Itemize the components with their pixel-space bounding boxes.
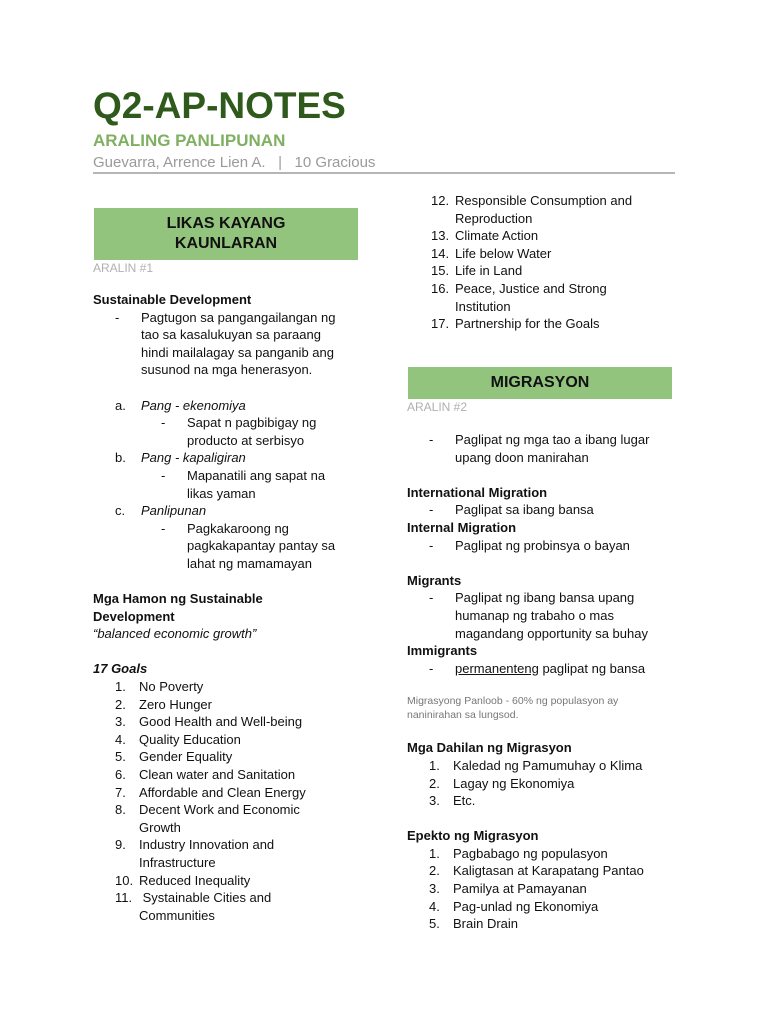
internal-migration-heading: Internal Migration xyxy=(407,519,517,535)
list-text: Etc. xyxy=(453,793,476,809)
bullet-dash: - xyxy=(161,520,166,536)
goal-text: Decent Work and Economic Growth xyxy=(139,802,300,835)
goal-text: Clean water and Sanitation xyxy=(139,767,296,783)
goal-number: 9. xyxy=(115,837,126,853)
goal-item xyxy=(93,713,373,731)
goal-number: 2. xyxy=(115,696,126,712)
goal-item xyxy=(93,766,373,784)
list-letter: a. xyxy=(115,397,126,413)
banner-line-1: LIKAS KAYANG xyxy=(166,215,286,232)
immigrants-heading: Immigrants xyxy=(407,643,478,659)
list-number: 5. xyxy=(429,916,440,932)
bullet-dash: - xyxy=(429,502,434,518)
section-banner-likas xyxy=(94,208,358,260)
list-text: Lagay ng Ekonomiya xyxy=(453,775,575,791)
aspect-title: Panlipunan xyxy=(141,503,207,519)
goal-item xyxy=(93,696,373,714)
list-number: 2. xyxy=(429,863,440,879)
left-column-content xyxy=(93,291,373,924)
goals-list-continued xyxy=(431,192,691,333)
aralin-label-2: ARALIN #2 xyxy=(407,400,468,414)
goal-number: 16. xyxy=(431,280,450,296)
goal-text: Life below Water xyxy=(455,245,552,261)
goal-item xyxy=(431,262,691,280)
right-column-content xyxy=(407,431,687,933)
list-item xyxy=(407,792,687,810)
list-letter: b. xyxy=(115,450,126,466)
list-item xyxy=(407,775,687,793)
def-line: Paglipat sa ibang bansa xyxy=(455,502,594,518)
list-text: Pag-unlad ng Ekonomiya xyxy=(453,898,599,914)
list-text: Kaligtasan at Karapatang Pantao xyxy=(453,863,644,879)
bullet-dash: - xyxy=(429,660,434,676)
goal-text: Life in Land xyxy=(455,263,523,279)
intl-migration-heading: International Migration xyxy=(407,484,548,500)
def-rest: paglipat ng bansa xyxy=(538,660,646,676)
goal-text: Quality Education xyxy=(139,731,241,747)
list-number: 2. xyxy=(429,775,440,791)
aspect-sub-line: pagkakapantay pantay sa xyxy=(187,538,336,554)
list-number: 1. xyxy=(429,757,440,773)
hamon-heading-line: Development xyxy=(93,608,175,624)
goal-item xyxy=(93,748,373,766)
goal-text: Climate Action xyxy=(455,228,539,244)
aspect-sub-line: producto at serbisyo xyxy=(187,432,305,448)
aspect-a xyxy=(93,397,373,415)
def-line: humanap ng trabaho o mas xyxy=(455,607,614,623)
goal-text: Industry Innovation and Infrastructure xyxy=(139,837,275,870)
goal-text: Zero Hunger xyxy=(139,696,212,712)
sd-definition xyxy=(93,309,373,379)
list-item xyxy=(407,757,687,775)
goal-item xyxy=(93,731,373,749)
hamon-quote: “balanced economic growth” xyxy=(93,626,257,642)
goal-item xyxy=(431,280,691,315)
sd-def-line: Pagtugon sa pangangailangan ng xyxy=(141,309,336,325)
aspect-title: Pang - ekenomiya xyxy=(141,397,246,413)
aspect-sub-line: Sapat n pagbibigay ng xyxy=(187,415,317,431)
document-subtitle: ARALING PANLIPUNAN xyxy=(93,131,286,150)
def-line: magandang opportunity sa buhay xyxy=(455,625,648,641)
def-line xyxy=(455,660,645,678)
goal-item xyxy=(93,801,373,836)
migration-note-line: naninirahan sa lungsod. xyxy=(407,709,519,722)
hamon-heading-line: Mga Hamon ng Sustainable xyxy=(93,591,263,607)
aspect-sub-line: Mapanatili ang sapat na xyxy=(187,467,326,483)
list-letter: c. xyxy=(115,503,126,519)
goal-number: 8. xyxy=(115,802,126,818)
document-title: Q2-AP-NOTES xyxy=(93,85,346,126)
bullet-dash: - xyxy=(161,467,166,483)
goal-item xyxy=(93,678,373,696)
header-divider xyxy=(93,172,675,174)
list-text: Brain Drain xyxy=(453,916,519,932)
goal-text: Partnership for the Goals xyxy=(455,316,600,332)
goal-number: 4. xyxy=(115,731,126,747)
bullet-dash: - xyxy=(161,415,166,431)
underlined-word: permanenteng xyxy=(455,660,539,676)
migrants-def xyxy=(407,589,687,642)
list-item xyxy=(407,898,687,916)
section-banner-migrasyon xyxy=(408,367,672,399)
goal-text: Gender Equality xyxy=(139,749,233,765)
goal-number: 11. xyxy=(115,890,133,906)
aspect-c xyxy=(93,502,373,520)
def-line: Paglipat ng ibang bansa upang xyxy=(455,590,635,606)
def-line: upang doon manirahan xyxy=(455,449,589,465)
banner-line-2: KAUNLARAN xyxy=(174,235,278,252)
goal-number: 12. xyxy=(431,193,450,208)
goal-item xyxy=(93,836,373,871)
sd-def-line: hindi mailalagay sa panganib ang xyxy=(141,344,334,360)
banner-label: MIGRASYON xyxy=(490,374,590,391)
list-item xyxy=(407,862,687,880)
author-line xyxy=(93,154,375,171)
sd-heading: Sustainable Development xyxy=(93,292,252,307)
goal-item xyxy=(93,889,373,924)
goal-number: 17. xyxy=(431,316,450,332)
bullet-dash: - xyxy=(115,309,120,325)
author-separator: | xyxy=(278,154,283,171)
goals-heading: 17 Goals xyxy=(93,661,148,677)
sd-def-line: susunod na mga henerasyon. xyxy=(141,362,313,378)
list-number: 3. xyxy=(429,881,440,897)
goal-number: 1. xyxy=(115,679,126,695)
list-item xyxy=(407,845,687,863)
bullet-dash: - xyxy=(429,432,434,447)
goals-list xyxy=(93,678,373,924)
aspect-sub-line: likas yaman xyxy=(187,485,256,501)
goal-text: Reduced Inequality xyxy=(139,872,251,888)
goal-text: Good Health and Well-being xyxy=(139,714,303,730)
aspect-sub-line: Pagkakaroong ng xyxy=(187,520,289,536)
aspect-title: Pang - kapaligiran xyxy=(141,450,246,466)
goal-text: Systainable Cities and Communities xyxy=(139,890,272,923)
aspect-a-sub xyxy=(93,414,373,449)
bullet-dash: - xyxy=(429,590,434,606)
list-text: Kaledad ng Pamumuhay o Klima xyxy=(453,757,643,773)
goal-number: 5. xyxy=(115,749,126,765)
goal-number: 3. xyxy=(115,714,126,730)
dahilan-list xyxy=(407,757,687,810)
goal-item xyxy=(431,315,691,333)
aralin-label-1: ARALIN #1 xyxy=(93,261,154,275)
goal-number: 14. xyxy=(431,245,450,261)
aspect-b-sub xyxy=(93,467,373,502)
list-number: 4. xyxy=(429,898,440,914)
list-number: 3. xyxy=(429,793,440,809)
bullet-dash: - xyxy=(429,537,434,553)
goal-text: Responsible Consumption and Reproduction xyxy=(455,193,633,226)
aspect-sub-line: lahat ng mamamayan xyxy=(187,555,313,571)
aspect-c-sub xyxy=(93,520,373,573)
goal-text: No Poverty xyxy=(139,679,204,695)
goal-item xyxy=(431,227,691,245)
goal-number: 6. xyxy=(115,767,126,783)
goal-text: Affordable and Clean Energy xyxy=(139,784,306,800)
intl-migration-def xyxy=(407,501,687,519)
goal-item xyxy=(431,192,691,227)
goal-item xyxy=(93,872,373,890)
list-item xyxy=(407,915,687,933)
author-section: 10 Gracious xyxy=(294,154,376,171)
immigrants-def xyxy=(407,660,687,678)
list-text: Pamilya at Pamayanan xyxy=(453,881,587,897)
goal-text: Peace, Justice and Strong Institution xyxy=(455,280,607,314)
aspect-b xyxy=(93,449,373,467)
goal-item xyxy=(93,784,373,802)
def-line: Paglipat ng mga tao a ibang lugar xyxy=(455,432,650,447)
list-number: 1. xyxy=(429,845,440,861)
list-item xyxy=(407,880,687,898)
goal-number: 7. xyxy=(115,784,126,800)
epekto-heading: Epekto ng Migrasyon xyxy=(407,828,539,844)
migration-note-line: Migrasyong Panloob - 60% ng populasyon ay xyxy=(407,695,619,708)
def-line: Paglipat ng probinsya o bayan xyxy=(455,537,630,553)
epekto-list xyxy=(407,845,687,933)
list-text: Pagbabago ng populasyon xyxy=(453,845,608,861)
migrants-heading: Migrants xyxy=(407,572,462,588)
goal-number: 15. xyxy=(431,263,450,279)
goal-number: 13. xyxy=(431,228,450,244)
internal-migration-def xyxy=(407,537,687,555)
author-name: Guevarra, Arrence Lien A. xyxy=(93,154,266,171)
dahilan-heading: Mga Dahilan ng Migrasyon xyxy=(407,740,572,756)
migrasyon-definition xyxy=(407,431,687,466)
goal-number: 10. xyxy=(115,872,134,888)
goal-item xyxy=(431,245,691,263)
sd-def-line: tao sa kasalukuyan sa paraang xyxy=(141,327,321,343)
